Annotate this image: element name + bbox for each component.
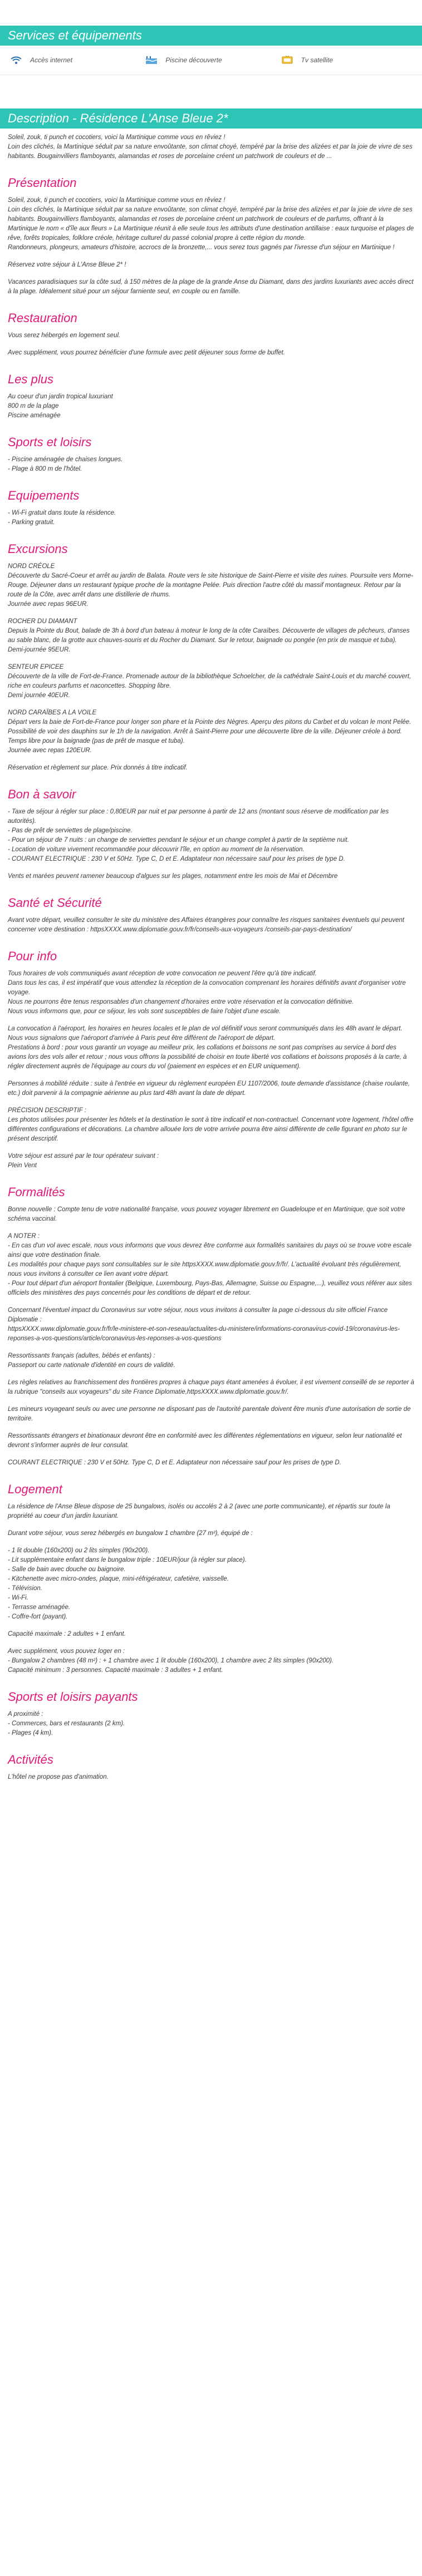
- section-paragraph: SENTEUR EPICEE Découverte de la ville de Fort-de-France. Promenade autour de la bibliothèque Schoelcher, de la cathédrale Saint-Louis et du marché couvert, riche en couleurs parfums et naconcettes. Shopping libre. Demi journée 40EUR.: [8, 664, 411, 699]
- section-paragraph: A NOTER : - En cas d'un vol avec escale, nous vous informons que vous devrez être conforme aux formalités sanitaires du pays où se trouve votre escale ainsi que votre destination finale. Les modalités pour chaque pays sont consultables sur le site httpsXXXX.www.diplomatie.gouv.fr/fr/. L'actualité évoluant très régulièrement, nous vous invitons à consulter ce lien avant votre départ. - Pour tout départ d'un aéroport frontalier (Belgique, Luxembourg, Pays-Bas, Allemagne, Suisse ou Espagne,...), veuillez vous référer aux sites officiels des ministères des pays concernés pour les conditions de départ et de retour.: [8, 1233, 413, 1296]
- section-title: Activités: [8, 1753, 53, 1766]
- section-formalites: [8, 1185, 414, 1468]
- service-label: Tv satellite: [301, 56, 333, 64]
- section-paragraph: PRÉCISION DESCRIPTIF : Les photos utilisées pour présenter les hôtels et la destination le sont à titre indicatif et non-contractuel. Concernant votre logement, l'hôtel offre différentes configurations et décorations. La chambre allouée lors de votre arrivée pourra être ainsi différente de celle figurant en photo sur le présent descriptif.: [8, 1107, 414, 1142]
- section-paragraph: Avec supplément, vous pouvez loger en : - Bungalow 2 chambres (48 m²) : + 1 chambre avec 1 lit double (160x200), 1 chambre avec 2 lits simples (90x200). Capacité minimum : 3 personnes. Capacité maximale : 3 adultes + 1 enfant.: [8, 1648, 334, 1674]
- section-paragraph: ROCHER DU DIAMANT Depuis la Pointe du Bout, balade de 3h à bord d'un bateau à moteur le long de la côte Caraïbes. Découverte de villages de pêcheurs, d'anses au sable blanc, de la grotte aux chauves-souris et du Rocher du Diamant. Sur le retour, baignade ou pongée (en prix de masque et tuba). Demi-journée 95EUR.: [8, 618, 410, 653]
- section-paragraph: NORD CARAÏBES A LA VOILE Départ vers la baie de Fort-de-France pour longer son phare et la Pointe des Nègres. Aperçu des pitons du Carbet et du volcan le mont Pelée. Possibilité de voir des dauphins sur le 1h de la navigation. Arrêt à Saint-Pierre pour une découverte libre de la ville. Déjeuner créole à bord. Temps libre pour la baignade (pas de prêt de masque et tuba). Journée avec repas 120EUR.: [8, 709, 411, 754]
- section-title: Présentation: [8, 176, 77, 190]
- section-paragraph: - 1 lit double (160x200) ou 2 lits simples (90x200). - Lit supplémentaire enfant dans le bungalow triple : 10EUR/jour (à régler sur place). - Salle de bain avec douche ou baignoire. - Kitchenette avec micro-ondes, plaque, mini-réfrigérateur, cafetière, vaisselle. - Télévision. - Wi-Fi. - Terrasse aménagée. - Coffre-fort (payant).: [8, 1547, 247, 1620]
- section-title: Equipements: [8, 488, 80, 502]
- section-title: Pour info: [8, 949, 57, 963]
- services-list: [0, 46, 422, 75]
- section-les-plus: [8, 372, 414, 421]
- section-sports-et-loisirs-payants: [8, 1690, 414, 1738]
- section-pour-info: [8, 949, 414, 1171]
- section-presentation: [8, 176, 414, 297]
- section-paragraph: La convocation à l'aéroport, les horaires en heures locales et le plan de vol définitif vous seront communiqués dans les 48h avant le départ. Nous vous signalons que l'aéroport d'arrivée à Paris peut être différent de l'aéroport de départ. Prestations à bord : pour vous garantir un voyage au meilleur prix, les collations et boissons ne sont pas comprises au service à bord des avions lors des vols aller et retour ; nous vous offrons la possibilité de choisir en toute liberté vos collations et boissons proposés à la carte, à régler directement auprès de l'équipage au cours du vol (paiement en espèces et en EUR uniquement).: [8, 1025, 407, 1070]
- section-paragraph: Réservation et règlement sur place. Prix donnés à titre indicatif.: [8, 764, 188, 771]
- section-paragraph: Ressortissants français (adultes, bébés et enfants) : Passeport ou carte nationale d'identité en cours de validité.: [8, 1353, 175, 1369]
- section-excursions: [8, 542, 414, 773]
- service-label: Accès internet: [30, 56, 73, 64]
- section-paragraph: NORD CRÉOLE Découverte du Sacré-Coeur et arrêt au jardin de Balata. Route vers le site historique de Saint-Pierre et visite des ruines. Poursuite vers Morne-Rouge. Déjeuner dans un restaurant typique proche de la montagne Pelée. Puis direction l'autre côté du massif montagneux. Retour par la route de la Côte, avec arrêt dans une distillerie de rhums. Journée avec repas 96EUR.: [8, 563, 414, 608]
- description-title: Description - Résidence L'Anse Bleue 2*: [8, 111, 228, 125]
- service-label: Piscine découverte: [165, 56, 222, 64]
- section-title: Formalités: [8, 1185, 65, 1199]
- section-title: Santé et Sécurité: [8, 896, 102, 910]
- section-title: Excursions: [8, 542, 68, 556]
- section-paragraph: - Wi-Fi gratuit dans toute la résidence. - Parking gratuit.: [8, 510, 116, 526]
- service-item-tv: [279, 55, 414, 65]
- section-paragraph: Bonne nouvelle : Compte tenu de votre nationalité française, vous pouvez voyager librement en Guadeloupe et en Martinique, que soit votre schéma vaccinal.: [8, 1206, 405, 1222]
- section-title: Les plus: [8, 372, 53, 386]
- services-title: Services et équipements: [8, 28, 142, 42]
- section-paragraph: Au coeur d'un jardin tropical luxuriant 800 m de la plage Piscine aménagée: [8, 393, 113, 419]
- section-paragraph: - Piscine aménagée de chaises longues. - Plage à 800 m de l'hôtel.: [8, 456, 123, 472]
- description-header: [0, 108, 422, 129]
- section-paragraph: Avant votre départ, veuillez consulter le site du ministère des Affaires étrangères pour connaître les risques sanitaires éventuels qui peuvent concerner votre destination : httpsXXXX.www.diplomatie.gouv.fr/fr/conseils-aux-voyageurs /conseils-par-pays-destination/: [8, 917, 405, 933]
- section-paragraph: Les mineurs voyageant seuls ou avec une personne ne disposant pas de l'autorité parentale doivent être munis d'une autorisation de sortie de territoire.: [8, 1406, 411, 1422]
- section-paragraph: Vous serez hébergés en logement seul.: [8, 332, 121, 339]
- service-item-pool: [143, 55, 278, 65]
- section-paragraph: La résidence de l'Anse Bleue dispose de 25 bungalows, isolés ou accolés 2 à 2 (avec une porte communicante), et répartis sur toute la propriété au coeur d'un jardin luxuriant.: [8, 1503, 390, 1519]
- section-paragraph: Capacité maximale : 2 adultes + 1 enfant.: [8, 1631, 126, 1637]
- section-sports-et-loisirs: [8, 435, 414, 474]
- section-restauration: [8, 311, 414, 358]
- section-equipements: [8, 488, 414, 527]
- section-title: Bon à savoir: [8, 787, 76, 801]
- section-paragraph: Ressortissants étrangers et binationaux devront être en conformité avec les différentes réglementations en vigueur, selon leur nationalité et devront s'informer auprès de leur consulat.: [8, 1433, 402, 1449]
- section-paragraph: Les règles relatives au franchissement des frontières propres à chaque pays étant amenées à évoluer, il est vivement conseillé de se reporter à la rubrique "conseils aux voyageurs" du site France Diplomatie,httpsXXXX.www.diplomatie.gouv.fr/.: [8, 1379, 415, 1395]
- section-paragraph: A proximité : - Commerces, bars et restaurants (2 km). - Plages (4 km).: [8, 1711, 125, 1736]
- service-item-internet: [8, 55, 143, 65]
- tv-icon: [279, 55, 296, 65]
- section-sante-et-securite: [8, 896, 414, 935]
- section-paragraph: Votre séjour est assuré par le tour opérateur suivant : Plein Vent: [8, 1153, 159, 1169]
- section-logement: [8, 1482, 414, 1675]
- section-paragraph: Vacances paradisiaques sur la côte sud, à 150 mètres de la plage de la grande Anse du Diamant, dans des jardins luxuriants avec accès direct à la plage. Idéalement situé pour un séjour farniente seul, en couple ou en famille.: [8, 279, 414, 295]
- description-content: [0, 129, 422, 1782]
- section-paragraph: Soleil, zouk, ti punch et cocotiers, voici la Martinique comme vous en rêviez ! Loin des clichés, la Martinique séduit par sa nature envoûtante, son climat choyé, tempéré par la brise des alizées et par la joie de vivre de ses habitants. Bougainvilliers flamboyants, alamandas et roses de porcelaine créent un patchwork de couleurs et de parfums, offrant à la Martinique le nom « d'île aux fleurs » La Martinique réunit à elle seule tous les attributs d'une destination antillaise : eaux turquoise et plages de rêve, forêts tropicales, folklore créole, héritage culturel du passé colonial propre à cette région du monde. Randonneurs, plongeurs, amateurs d'histoire, accrocs de la bronzette,... vous serez tous gagnés par l'ivresse d'un séjour en Martinique !: [8, 197, 414, 251]
- section-paragraph: Durant votre séjour, vous serez hébergés en bungalow 1 chambre (27 m²), équipé de :: [8, 1530, 253, 1537]
- section-paragraph: Concernant l'éventuel impact du Coronavirus sur votre séjour, nous vous invitons à consulter la page ci-dessous du site officiel France Diplomatie : httpsXXXX.www.diplomatie.gouv.fr/fr/le-ministere-et-son-reseau/actualites-du-ministere/informations-coronavirus-covid-19/coronavirus-les-reponses-a-vos-questions/article/coronavirus-les-reponses-a-vos-questions: [8, 1307, 400, 1342]
- page: [0, 26, 422, 1782]
- section-paragraph: COURANT ELECTRIQUE : 230 V et 50Hz. Type C, D et E. Adaptateur non nécessaire sauf pour les prises de type D.: [8, 1459, 341, 1466]
- description-intro: Soleil, zouk, ti punch et cocotiers, voici la Martinique comme vous en rêviez ! Loin des clichés, la Martinique séduit par sa nature envoûtante, son climat choyé, tempéré par la brise des alizées et par la joie de vivre de ses habitants. Bougainvilliers flamboyants, alamandas et roses de porcelaine créent un patchwork de couleurs et de ...: [8, 134, 413, 160]
- section-bon-a-savoir: [8, 787, 414, 881]
- section-paragraph: Tous horaires de vols communiqués avant réception de votre convocation ne peuvent l'être qu'à titre indicatif. Dans tous les cas, il est impératif que vous attendiez la réception de la convocation comprenant les horaires définitifs avant d'organiser votre voyage. Nous ne pourrons être tenus responsables d'un changement d'horaires entre votre réservation et la convocation définitive. Nous vous informons que, pour ce séjour, les vols sont susceptibles de faire l'objet d'une escale.: [8, 970, 406, 1015]
- section-title: Sports et loisirs: [8, 435, 92, 449]
- section-paragraph: L'hôtel ne propose pas d'animation.: [8, 1774, 109, 1780]
- section-title: Sports et loisirs payants: [8, 1690, 138, 1704]
- wifi-icon: [8, 55, 24, 65]
- section-title: Restauration: [8, 311, 77, 325]
- section-title: Logement: [8, 1482, 62, 1496]
- services-header: [0, 26, 422, 46]
- section-paragraph: Réservez votre séjour à L'Anse Bleue 2* !: [8, 261, 126, 268]
- pool-icon: [143, 55, 160, 65]
- section-paragraph: - Taxe de séjour à régler sur place : 0,80EUR par nuit et par personne à partir de 12 ans (montant sous réserve de modification par les autorités). - Pas de prêt de serviettes de plage/piscine. - Pour un séjour de 7 nuits : un change de serviettes pendant le séjour et un change complet à partir de la septième nuit. - Location de voiture vivement recommandée pour découvrir l'île, en option au moment de la réservation. - COURANT ELECTRIQUE : 230 V et 50Hz. Type C, D et E. Adaptateur non nécessaire sauf pour les prises de type D.: [8, 808, 389, 862]
- section-activites: [8, 1753, 414, 1782]
- section-paragraph: Vents et marées peuvent ramener beaucoup d'algues sur les plages, notamment entre les mois de Mai et Décembre: [8, 873, 338, 880]
- section-paragraph: Personnes à mobilité réduite : suite à l'entrée en vigueur du règlement européen EU 1107/2006, toute demande d'assistance (chaise roulante, etc.) doit parvenir à la compagnie aérienne au plus tard 48h avant la date de départ.: [8, 1080, 410, 1097]
- section-paragraph: Avec supplément, vous pourrez bénéficier d'une formule avec petit déjeuner sous forme de buffet.: [8, 349, 286, 356]
